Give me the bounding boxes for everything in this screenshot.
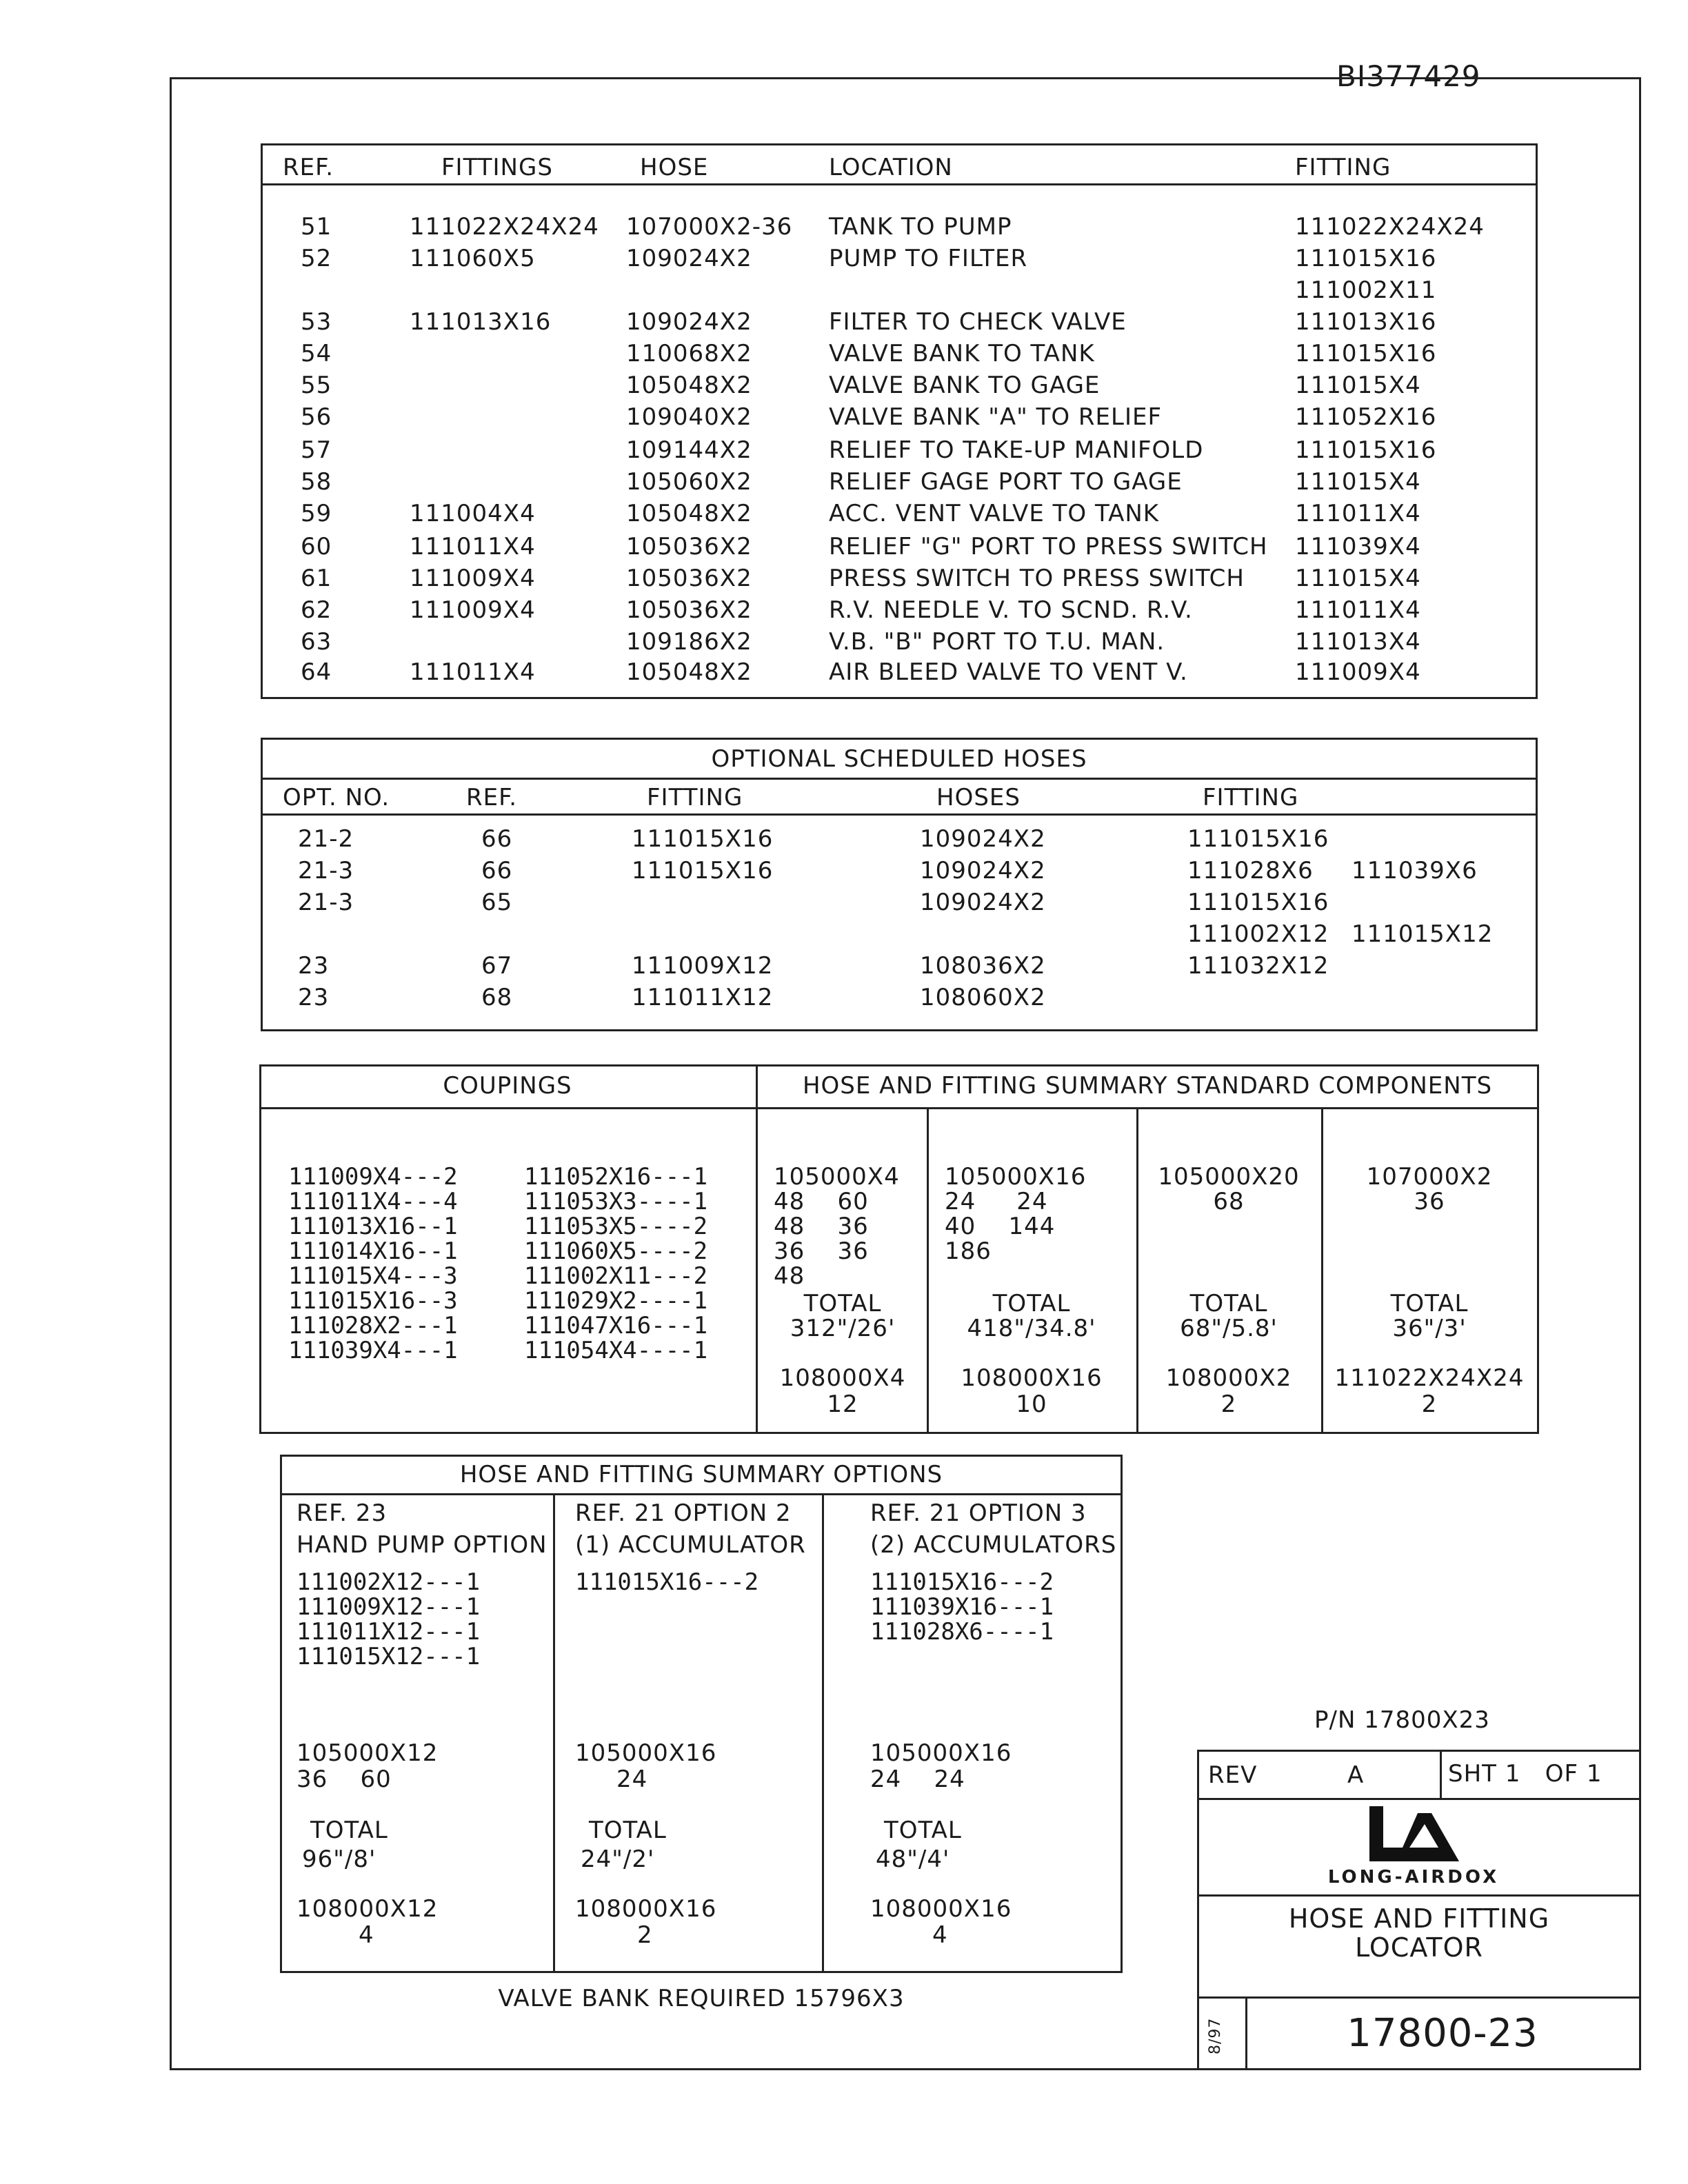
row-fitting: 111011X4 xyxy=(1295,500,1421,527)
option-part: 108000X16 xyxy=(575,1895,717,1923)
summary-hose-length: 40 144 xyxy=(945,1213,1056,1240)
row-ref: 57 xyxy=(301,436,332,464)
header-fittings: FITTINGS xyxy=(441,154,553,181)
couplings-header-divider xyxy=(259,1107,1539,1109)
option-hose-lengths: 24 24 xyxy=(870,1766,965,1793)
option-total: 48"/4' xyxy=(876,1846,950,1873)
row-ref: 54 xyxy=(301,340,332,367)
couplings-title: COUPINGS xyxy=(443,1072,572,1100)
option-qty: 2 xyxy=(637,1921,653,1949)
title-block-top xyxy=(1197,1750,1640,1752)
summary-total-label: TOTAL xyxy=(1390,1290,1469,1317)
valve-bank-note: VALVE BANK REQUIRED 15796X3 xyxy=(498,1985,905,2012)
opt-row-fitting-a: 111032X12 xyxy=(1187,952,1329,980)
option-part: 108000X12 xyxy=(297,1895,439,1923)
option-total-label: TOTAL xyxy=(589,1817,667,1844)
coupling-item: 111047X16---1 xyxy=(524,1312,708,1339)
row-location: VALVE BANK TO TANK xyxy=(829,340,1095,367)
opt-header-hoses: HOSES xyxy=(936,784,1021,811)
company-name: LONG-AIRDOX xyxy=(1327,1867,1500,1888)
opt-row-fitting-a: 111015X16 xyxy=(1187,889,1329,916)
drawing-date: 8/97 xyxy=(1207,2017,1224,2054)
row-fittings: 111011X4 xyxy=(410,533,536,560)
opt-row-fitting: 111009X12 xyxy=(632,952,774,980)
row-ref: 55 xyxy=(301,372,332,399)
opt-row-ref: 68 xyxy=(481,984,513,1011)
row-location: PUMP TO FILTER xyxy=(829,245,1028,272)
page-border-right xyxy=(1639,77,1641,2070)
coupling-item: 111052X16---1 xyxy=(524,1163,708,1191)
row-fitting: 111039X4 xyxy=(1295,533,1421,560)
row-location: RELIEF TO TAKE-UP MANIFOLD xyxy=(829,436,1204,464)
page-border-top xyxy=(170,77,1641,79)
row-fittings: 111013X16 xyxy=(410,308,552,336)
opt-header-fitting-2: FITTING xyxy=(1203,784,1299,811)
coupling-item: 111054X4----1 xyxy=(524,1337,708,1364)
row-fittings: 111004X4 xyxy=(410,500,536,527)
row-hose: 109186X2 xyxy=(626,628,752,656)
row-fitting: 111013X16 xyxy=(1295,308,1437,336)
option-qty: 4 xyxy=(359,1921,374,1949)
drawing-title-line-2: LOCATOR xyxy=(1355,1932,1483,1963)
opt-row-fitting: 111015X16 xyxy=(632,825,774,853)
row-location: ACC. VENT VALVE TO TANK xyxy=(829,500,1160,527)
summary-total: 418"/34.8' xyxy=(967,1315,1096,1342)
opt-row-fitting: 111011X12 xyxy=(632,984,774,1011)
row-hose: 109024X2 xyxy=(626,308,752,336)
opt-row-fitting-a: 111002X12 xyxy=(1187,920,1329,948)
summary-total-label: TOTAL xyxy=(1189,1290,1268,1317)
coupling-item: 111009X4---2 xyxy=(288,1163,458,1191)
row-hose: 105048X2 xyxy=(626,500,752,527)
rev-row-bottom xyxy=(1197,1798,1640,1800)
options-title-divider xyxy=(280,1493,1123,1495)
options-summary-title: HOSE AND FITTING SUMMARY OPTIONS xyxy=(459,1461,943,1488)
opt-row-hoses: 109024X2 xyxy=(920,825,1046,853)
coupling-item: 111053X3----1 xyxy=(524,1188,708,1215)
summary-qty: 2 xyxy=(1220,1391,1237,1418)
page-border-left xyxy=(170,77,172,2070)
coupling-item: 111014X16--1 xyxy=(288,1237,458,1265)
row-ref: 60 xyxy=(301,533,332,560)
option-total-label: TOTAL xyxy=(884,1817,962,1844)
option-header-1: REF. 21 OPTION 2 xyxy=(575,1499,792,1527)
row-fitting: 111011X4 xyxy=(1295,596,1421,624)
summary-total-label: TOTAL xyxy=(992,1290,1071,1317)
summary-qty: 2 xyxy=(1421,1391,1438,1418)
option-header-2: (1) ACCUMULATOR xyxy=(575,1531,806,1559)
opt-row-hoses: 109024X2 xyxy=(920,889,1046,916)
opt-row-fitting-b: 111039X6 xyxy=(1352,857,1478,884)
row-ref: 59 xyxy=(301,500,332,527)
option-item: 111015X12---1 xyxy=(297,1643,481,1670)
coupling-item: 111028X2---1 xyxy=(288,1312,458,1339)
option-header-1: REF. 23 xyxy=(297,1499,388,1527)
optional-header-divider xyxy=(261,813,1538,816)
optional-hoses-title: OPTIONAL SCHEDULED HOSES xyxy=(711,745,1087,773)
row-location: PRESS SWITCH TO PRESS SWITCH xyxy=(829,565,1245,592)
row-fitting: 111015X4 xyxy=(1295,565,1421,592)
summary-hose-length: 68 xyxy=(1213,1188,1245,1215)
summary-hose-name: 105000X4 xyxy=(774,1163,900,1191)
coupling-item: 111029X2----1 xyxy=(524,1287,708,1315)
row-fitting: 111015X16 xyxy=(1295,436,1437,464)
opt-row-optno: 21-3 xyxy=(298,889,354,916)
row-location: V.B. "B" PORT TO T.U. MAN. xyxy=(829,628,1165,656)
summary-part: 108000X16 xyxy=(961,1364,1103,1392)
row-ref: 63 xyxy=(301,628,332,656)
opt-header-ref: REF. xyxy=(466,784,518,811)
row-hose: 105036X2 xyxy=(626,596,752,624)
header-hose: HOSE xyxy=(640,154,709,181)
row-location: RELIEF GAGE PORT TO GAGE xyxy=(829,468,1183,496)
opt-row-hoses: 108036X2 xyxy=(920,952,1046,980)
summary-hose-name: 105000X20 xyxy=(1158,1163,1300,1191)
row-fitting: 111015X16 xyxy=(1295,245,1437,272)
row-location: TANK TO PUMP xyxy=(829,213,1012,241)
rev-value: A xyxy=(1347,1761,1365,1789)
option-header-2: HAND PUMP OPTION xyxy=(297,1531,547,1559)
row-fittings: 111009X4 xyxy=(410,565,536,592)
summary-total: 68"/5.8' xyxy=(1180,1315,1278,1342)
row-hose: 107000X2-36 xyxy=(626,213,793,241)
standard-summary-title: HOSE AND FITTING SUMMARY STANDARD COMPONENTS xyxy=(802,1072,1493,1100)
row-fittings: 111022X24X24 xyxy=(410,213,599,241)
option-header-1: REF. 21 OPTION 3 xyxy=(870,1499,1087,1527)
opt-row-fitting-b: 111015X12 xyxy=(1352,920,1494,948)
summary-hose-name: 105000X16 xyxy=(945,1163,1087,1191)
summary-hose-length: 48 36 xyxy=(774,1213,869,1240)
coupling-item: 111015X16--3 xyxy=(288,1287,458,1315)
summary-hose-length: 24 24 xyxy=(945,1188,1048,1215)
option-hose: 105000X16 xyxy=(870,1739,1012,1767)
option-item: 111009X12---1 xyxy=(297,1593,481,1621)
logo-row-bottom xyxy=(1197,1894,1640,1897)
summary-hose-length: 48 xyxy=(774,1262,805,1290)
row-ref: 58 xyxy=(301,468,332,496)
summary-hose-name: 107000X2 xyxy=(1366,1163,1493,1191)
coupling-item: 111039X4---1 xyxy=(288,1337,458,1364)
summary-qty: 10 xyxy=(1016,1391,1047,1418)
row-fitting: 111013X4 xyxy=(1295,628,1421,656)
opt-row-fitting-a: 111028X6 xyxy=(1187,857,1314,884)
row-fittings: 111011X4 xyxy=(410,658,536,686)
option-item: 111002X12---1 xyxy=(297,1568,481,1596)
company-logo xyxy=(1369,1806,1471,1863)
row-location: VALVE BANK "A" TO RELIEF xyxy=(829,403,1163,431)
header-ref: REF. xyxy=(283,154,334,181)
summary-hose-length: 48 60 xyxy=(774,1188,869,1215)
coupling-item: 111015X4---3 xyxy=(288,1262,458,1290)
couplings-divider xyxy=(756,1064,758,1434)
row-fitting: 111015X4 xyxy=(1295,468,1421,496)
options-col-divider-1 xyxy=(553,1493,555,1973)
drawing-title-line-1: HOSE AND FITTING xyxy=(1288,1903,1550,1934)
opt-row-fitting-a: 111015X16 xyxy=(1187,825,1329,853)
row-ref: 53 xyxy=(301,308,332,336)
opt-row-fitting: 111015X16 xyxy=(632,857,774,884)
row-hose: 105060X2 xyxy=(626,468,752,496)
document-id: BI377429 xyxy=(1336,59,1481,93)
header-fitting: FITTING xyxy=(1295,154,1391,181)
opt-header-optno: OPT. NO. xyxy=(283,784,390,811)
row-fitting: 111052X16 xyxy=(1295,403,1437,431)
summary-total: 36"/3' xyxy=(1392,1315,1467,1342)
row-ref: 61 xyxy=(301,565,332,592)
row-fittings: 111060X5 xyxy=(410,245,536,272)
drawing-number: 17800-23 xyxy=(1347,2011,1538,2056)
row-hose: 109040X2 xyxy=(626,403,752,431)
opt-row-ref: 66 xyxy=(481,857,513,884)
summary-part: 111022X24X24 xyxy=(1334,1364,1525,1392)
coupling-item: 111013X16--1 xyxy=(288,1213,458,1240)
locator-header-divider xyxy=(261,183,1538,185)
row-location: VALVE BANK TO GAGE xyxy=(829,372,1101,399)
option-item: 111015X16---2 xyxy=(870,1568,1054,1596)
opt-row-optno: 23 xyxy=(298,984,330,1011)
summary-hose-length: 36 xyxy=(1414,1188,1445,1215)
option-hose: 105000X12 xyxy=(297,1739,439,1767)
summary-total-label: TOTAL xyxy=(803,1290,882,1317)
summary-hose-length: 186 xyxy=(945,1237,992,1265)
row-location: FILTER TO CHECK VALVE xyxy=(829,308,1127,336)
header-location: LOCATION xyxy=(829,154,953,181)
opt-row-ref: 65 xyxy=(481,889,513,916)
option-item: 111039X16---1 xyxy=(870,1593,1054,1621)
option-hose-lengths: 24 xyxy=(616,1766,648,1793)
row-hose: 105048X2 xyxy=(626,372,752,399)
rev-label: REV xyxy=(1208,1761,1258,1789)
row-ref: 52 xyxy=(301,245,332,272)
row-hose: 109024X2 xyxy=(626,245,752,272)
option-item: 111028X6----1 xyxy=(870,1618,1054,1646)
coupling-item: 111060X5----2 xyxy=(524,1237,708,1265)
row-location: RELIEF "G" PORT TO PRESS SWITCH xyxy=(829,533,1268,560)
options-col-divider-2 xyxy=(822,1493,824,1973)
coupling-item: 111053X5----2 xyxy=(524,1213,708,1240)
opt-row-optno: 23 xyxy=(298,952,330,980)
row-fitting: 111015X16 xyxy=(1295,340,1437,367)
opt-row-hoses: 109024X2 xyxy=(920,857,1046,884)
opt-row-ref: 66 xyxy=(481,825,513,853)
page-border-bottom xyxy=(170,2068,1641,2070)
row-hose: 105048X2 xyxy=(626,658,752,686)
row-fitting: 111009X4 xyxy=(1295,658,1421,686)
row-ref: 51 xyxy=(301,213,332,241)
row-hose: 109144X2 xyxy=(626,436,752,464)
opt-row-optno: 21-2 xyxy=(298,825,354,853)
row-fittings: 111009X4 xyxy=(410,596,536,624)
optional-title-divider xyxy=(261,778,1538,780)
row-location: R.V. NEEDLE V. TO SCND. R.V. xyxy=(829,596,1193,624)
option-hose-lengths: 36 60 xyxy=(297,1766,392,1793)
summary-part: 108000X2 xyxy=(1165,1364,1292,1392)
option-header-2: (2) ACCUMULATORS xyxy=(870,1531,1117,1559)
summary-hose-length: 36 36 xyxy=(774,1237,869,1265)
option-item: 111011X12---1 xyxy=(297,1618,481,1646)
opt-header-fitting: FITTING xyxy=(647,784,743,811)
summary-total: 312"/26' xyxy=(790,1315,896,1342)
optional-hoses-table xyxy=(261,738,1538,1031)
opt-row-ref: 67 xyxy=(481,952,513,980)
title-row-bottom xyxy=(1197,1996,1640,1999)
option-total-label: TOTAL xyxy=(310,1817,388,1844)
row-hose: 105036X2 xyxy=(626,533,752,560)
row-fitting: 111022X24X24 xyxy=(1295,213,1485,241)
row-hose: 105036X2 xyxy=(626,565,752,592)
summary-qty: 12 xyxy=(827,1391,858,1418)
summary-part: 108000X4 xyxy=(779,1364,906,1392)
option-total: 96"/8' xyxy=(302,1846,376,1873)
option-part: 108000X16 xyxy=(870,1895,1012,1923)
coupling-item: 111011X4---4 xyxy=(288,1188,458,1215)
opt-row-optno: 21-3 xyxy=(298,857,354,884)
row-fitting-2: 111002X11 xyxy=(1295,276,1437,304)
option-hose: 105000X16 xyxy=(575,1739,717,1767)
rev-sheet-divider xyxy=(1440,1750,1442,1798)
row-location: AIR BLEED VALVE TO VENT V. xyxy=(829,658,1188,686)
sheet-info: SHT 1 OF 1 xyxy=(1448,1760,1602,1788)
opt-row-hoses: 108060X2 xyxy=(920,984,1046,1011)
row-hose: 110068X2 xyxy=(626,340,752,367)
row-ref: 62 xyxy=(301,596,332,624)
option-qty: 4 xyxy=(932,1921,948,1949)
long-airdox-logo-icon xyxy=(1369,1806,1471,1863)
option-item: 111015X16---2 xyxy=(575,1568,759,1596)
row-ref: 56 xyxy=(301,403,332,431)
option-total: 24"/2' xyxy=(581,1846,655,1873)
coupling-item: 111002X11---2 xyxy=(524,1262,708,1290)
row-ref: 64 xyxy=(301,658,332,686)
row-fitting: 111015X4 xyxy=(1295,372,1421,399)
part-number: P/N 17800X23 xyxy=(1314,1706,1490,1734)
